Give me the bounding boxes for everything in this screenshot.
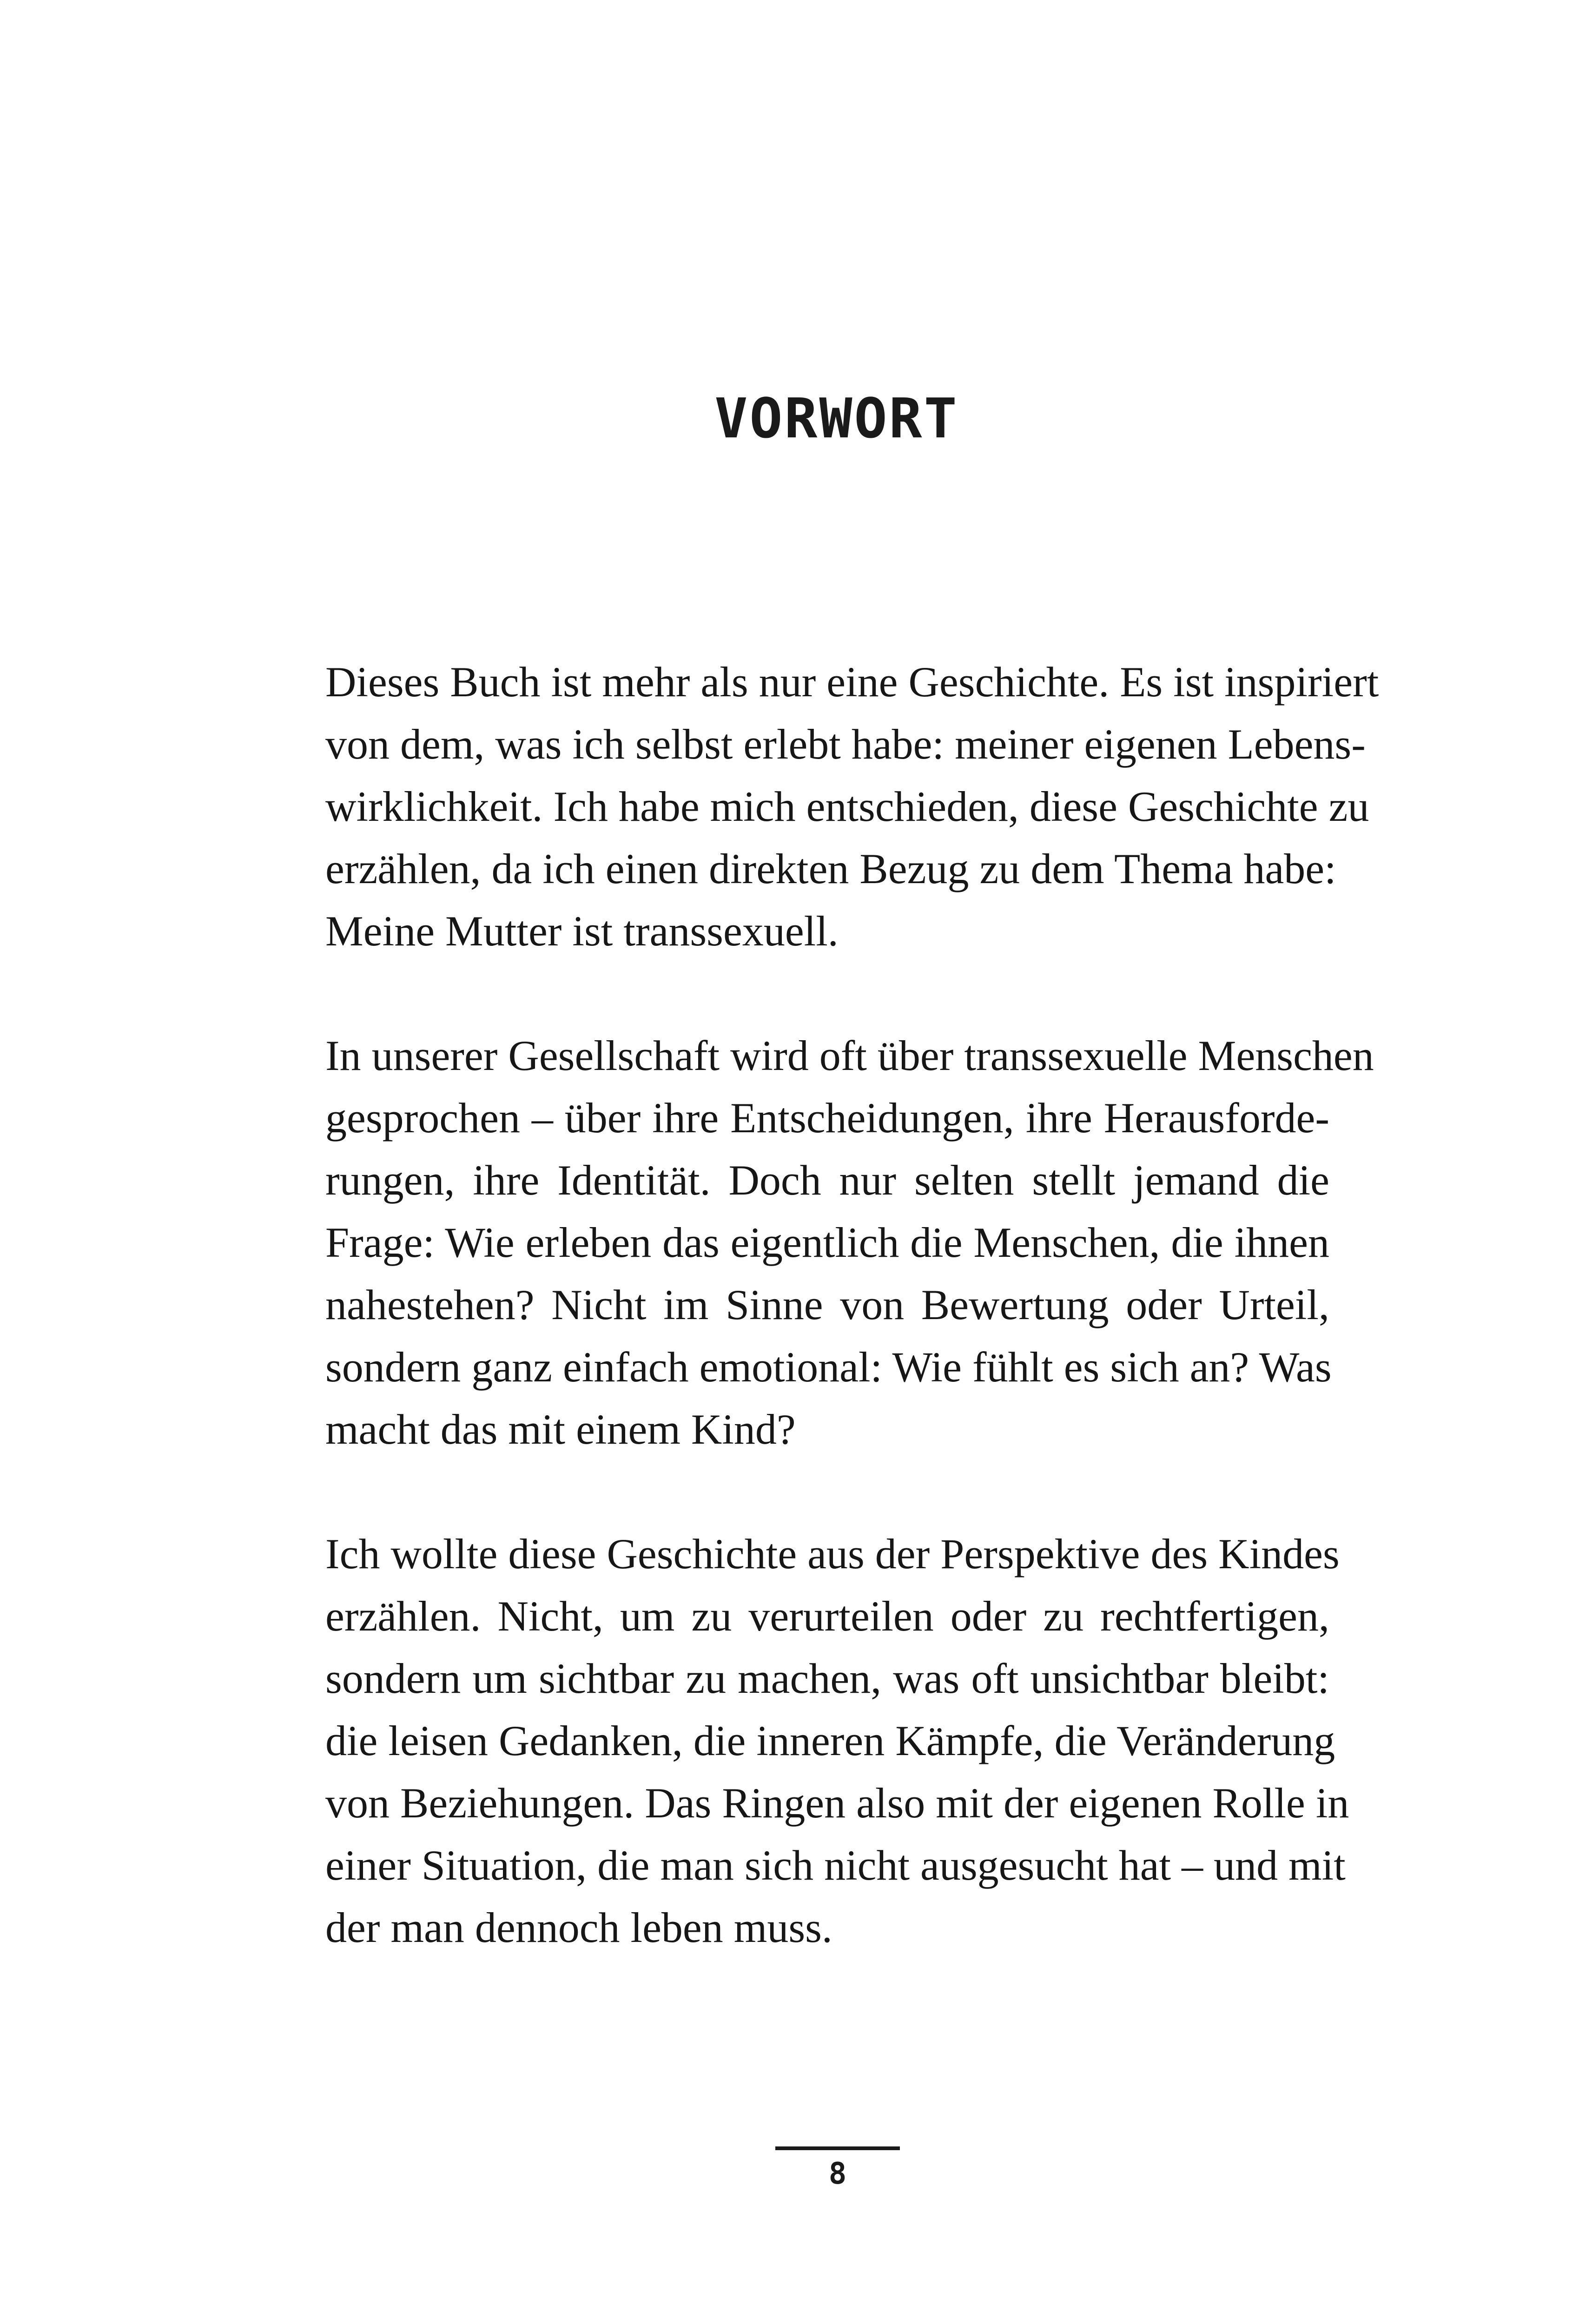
text-line: In unserer Gesellschaft wird oft über transsexuelle Menschen bbox=[325, 1032, 1374, 1079]
text-line: Meine Mutter ist transsexuell. bbox=[325, 907, 839, 955]
paragraph bbox=[325, 651, 1379, 962]
text-line: der man dennoch leben muss. bbox=[325, 1904, 832, 1951]
text-line: gesprochen – über ihre Entscheidungen, ihre Herausforde- bbox=[325, 1094, 1329, 1142]
chapter-title: VORWORT bbox=[714, 386, 959, 450]
text-line: Ich wollte diese Geschichte aus der Perspektive des Kindes bbox=[325, 1530, 1340, 1578]
text-line: Dieses Buch ist mehr als nur eine Geschichte. Es ist inspiriert bbox=[325, 658, 1379, 706]
body-text bbox=[325, 651, 1379, 2021]
text-line: erzählen. Nicht, um zu verurteilen oder zu rechtfertigen, bbox=[325, 1592, 1329, 1640]
page-number-rule bbox=[775, 2146, 900, 2150]
text-line: erzählen, da ich einen direkten Bezug zu dem Thema habe: bbox=[325, 845, 1336, 892]
text-line: rungen, ihre Identität. Doch nur selten stellt jemand die bbox=[325, 1156, 1329, 1204]
page-number: 8 bbox=[828, 2157, 847, 2191]
text-line: die leisen Gedanken, die inneren Kämpfe, die Veränderung bbox=[325, 1717, 1335, 1764]
paragraph bbox=[325, 1024, 1374, 1460]
text-line: von Beziehungen. Das Ringen also mit der eigenen Rolle in bbox=[325, 1779, 1349, 1827]
text-line: sondern um sichtbar zu machen, was oft unsichtbar bleibt: bbox=[325, 1655, 1329, 1702]
text-line: sondern ganz einfach emotional: Wie fühlt es sich an? Was bbox=[325, 1343, 1332, 1391]
text-line: wirklichkeit. Ich habe mich entschieden, diese Geschichte zu bbox=[325, 783, 1369, 830]
text-line: nahestehen? Nicht im Sinne von Bewertung oder Urteil, bbox=[325, 1281, 1329, 1328]
text-line: von dem, was ich selbst erlebt habe: meiner eigenen Lebens- bbox=[325, 720, 1366, 768]
paragraph bbox=[325, 1523, 1349, 1959]
text-line: macht das mit einem Kind? bbox=[325, 1406, 796, 1453]
text-line: einer Situation, die man sich nicht ausgesucht hat – und mit bbox=[325, 1842, 1346, 1889]
text-line: Frage: Wie erleben das eigentlich die Menschen, die ihnen bbox=[325, 1219, 1329, 1266]
